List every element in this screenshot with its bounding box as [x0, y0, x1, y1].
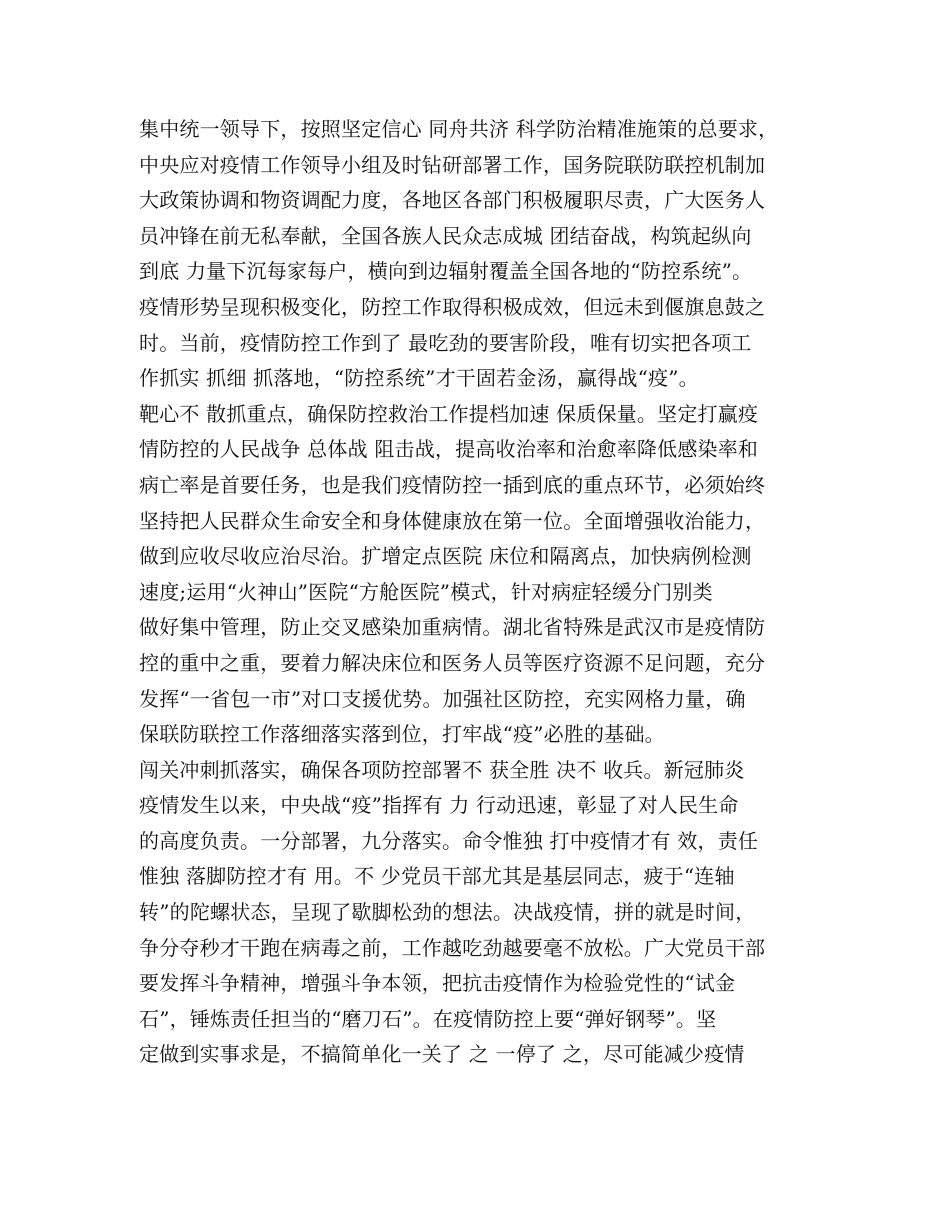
- text-line: 坚持把人民群众生命安全和身体健康放在第一位。全面增强收治能力，: [139, 508, 766, 533]
- text-line: 大政策协调和物资调配力度，各地区各部门积极履职尽责，广大医务人: [139, 188, 766, 213]
- body-text: [139, 112, 829, 1073]
- text-line: 员冲锋在前无私奉献，全国各族人民众志成城 团结奋战，构筑起纵向: [139, 223, 752, 248]
- text-line: 控的重中之重，要着力解决床位和医务人员等医疗资源不足问题，充分: [139, 650, 766, 675]
- text-line: 病亡率是首要任务，也是我们疫情防控一插到底的重点环节，必须始终: [139, 472, 766, 497]
- text-line: 石”，锤炼责任担当的“磨刀石”。在疫情防控上要“弹好钢琴”。坚: [139, 1006, 717, 1031]
- text-line: 做到应收尽收应治尽治。扩增定点医院 床位和隔离点，加快病例检测: [139, 544, 752, 569]
- text-line: 中央应对疫情工作领导小组及时钻研部署工作，国务院联防联控机制加: [139, 152, 766, 177]
- text-line: 保联防联控工作落细落实落到位，打牢战“疫”必胜的基础。: [139, 722, 665, 747]
- text-line: 做好集中管理，防止交叉感染加重病情。湖北省特殊是武汉市是疫情防: [139, 615, 766, 640]
- text-line: 时。当前，疫情防控工作到了 最吃劲的要害阶段，唯有切实把各项工: [139, 330, 752, 355]
- text-line: 要发挥斗争精神，增强斗争本领，把抗击疫情作为检验党性的“试金: [139, 971, 736, 996]
- text-line: 靶心不 散抓重点，确保防控救治工作提档加速 保质保量。坚定打赢疫: [139, 401, 759, 426]
- text-line: 作抓实 抓细 抓落地，“防控系统”才干固若金汤，赢得战“疫”。: [139, 366, 699, 391]
- text-line: 闯关冲刺抓落实，确保各项防控部署不 获全胜 决不 收兵。新冠肺炎: [139, 757, 745, 782]
- text-line: 情防控的人民战争 总体战 阻击战，提高收治率和治愈率降低感染率和: [139, 437, 759, 462]
- text-line: 争分夺秒才干跑在病毒之前，工作越吃劲越要毫不放松。广大党员干部: [139, 935, 766, 960]
- text-line: 速度;运用“火神山”医院“方舱医院”模式，针对病症轻缓分门别类: [139, 579, 713, 604]
- text-line: 到底 力量下沉每家每户，横向到边辐射覆盖全国各地的“防控系统”。: [139, 259, 753, 284]
- text-line: 集中统一领导下，按照坚定信心 同舟共济 科学防治精准施策的总要求，: [139, 117, 779, 141]
- text-line: 发挥“一省包一市”对口支援优势。加强社区防控，充实网格力量，确: [139, 686, 746, 711]
- text-line: 疫情发生以来，中央战“疫”指挥有 力 行动迅速，彰显了对人民生命: [139, 793, 739, 818]
- text-line: 定做到实事求是，不搞简单化一关了 之 一停了 之，尽可能减少疫情: [139, 1042, 745, 1067]
- text-line: 的高度负责。一分部署，九分落实。命令惟独 打中疫情才有 效，责任: [139, 828, 759, 853]
- text-line: 疫情形势呈现积极变化，防控工作取得积极成效，但远未到偃旗息鼓之: [139, 294, 766, 319]
- text-line: 惟独 落脚防控才有 用。不 少党员干部尤其是基层同志，疲于“连轴: [139, 864, 735, 889]
- text-line: 转”的陀螺状态，呈现了歇脚松劲的想法。决战疫情，拼的就是时间，: [139, 900, 756, 925]
